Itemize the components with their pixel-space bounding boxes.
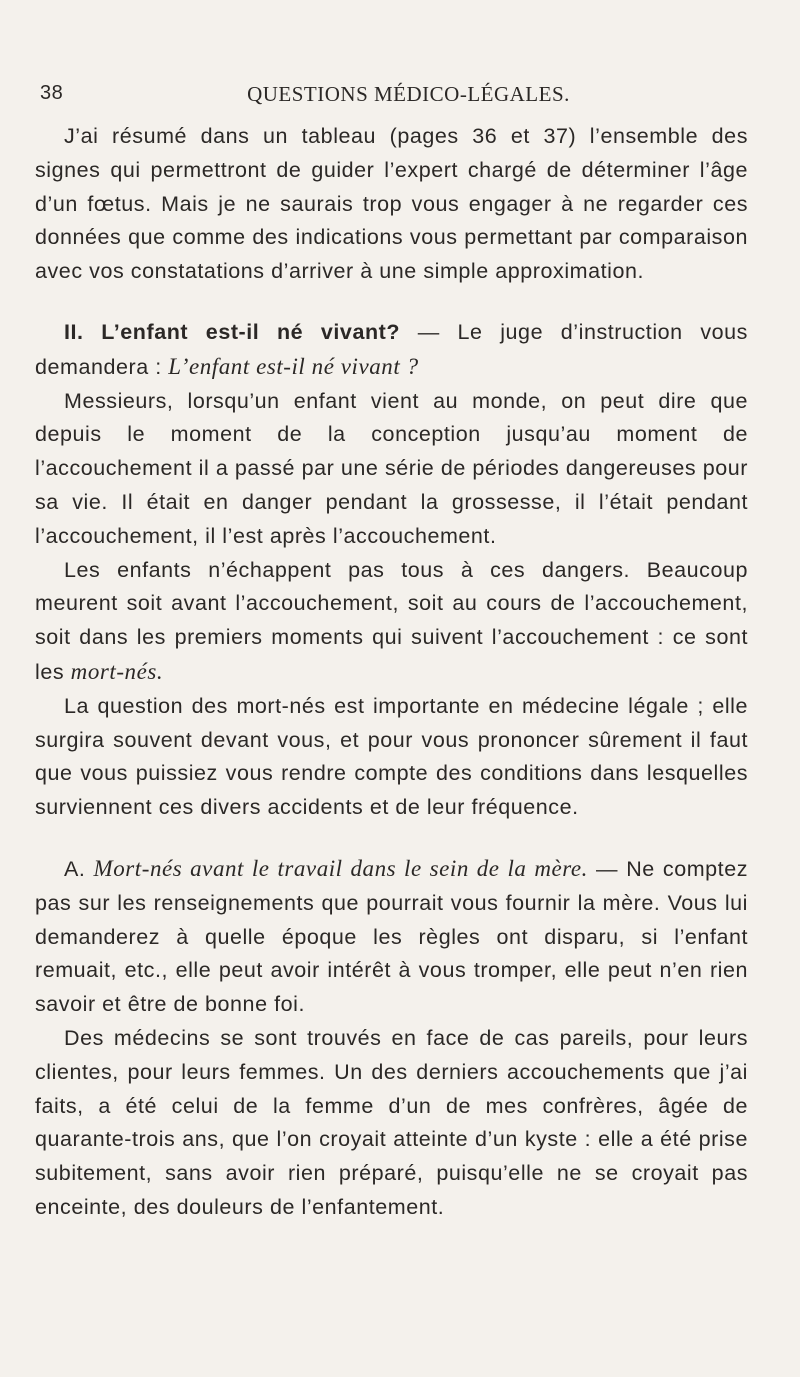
paragraph-6 [35, 852, 748, 1022]
paragraph-4 [35, 554, 748, 690]
subsection-heading: Mort-nés avant le travail dans le sein de la mère. [93, 855, 588, 881]
page-number: 38 [40, 82, 64, 104]
subsection-letter: A. [64, 856, 94, 881]
paragraph-3: Messieurs, lorsqu’un enfant vient au monde, on peut dire que depuis le moment de la conception jusqu’au moment de l’accouchement il a passé par une série de périodes dangereuses pour sa vie. Il était en danger pendant la grossesse, il l’était pendant l’accouchement, il l’est après l’accouchement. [35, 388, 748, 548]
paragraph-1: J’ai résumé dans un tableau (pages 36 et 37) l’ensemble des signes qui permettront de guider l’expert chargé de déterminer l’âge d’un fœtus. Mais je ne saurais trop vous engager à ne regarder ces données que comme des indications vous permettant par comparaison avec vos constatations d’arriver à une simple approximation. [35, 124, 748, 284]
paragraph-6-text: — Ne comptez pas sur les renseignements que pourrait vous fournir la mère. Vous lui demanderez à quelle époque les règles ont disparu, si l’enfant remuait, etc., elle peut avoir intérêt à vous tromper, elle peut n’en rien savoir et être de bonne foi. [35, 856, 749, 1017]
running-head [35, 82, 748, 112]
paragraph-5: La question des mort-nés est importante en médecine légale ; elle surgira souvent devant vous, et pour vous prononcer sûrement il faut que vous puissiez vous rendre compte des conditions dans lesquelles surviennent ces divers accidents et de leur fréquence. [35, 693, 748, 820]
paragraph-4-term: mort-nés. [70, 658, 164, 684]
paragraph-2 [35, 316, 748, 385]
running-title: QUESTIONS MÉDICO-LÉGALES. [247, 82, 570, 106]
paragraph-4-text: Les enfants n’échappent pas tous à ces dangers. Beaucoup meurent soit avant l’accouchement, soit au cours de l’accouchement, soit dans les premiers moments qui suivent l’accouchement : ce sont les [35, 557, 748, 684]
paragraph-7: Des médecins se sont trouvés en face de cas pareils, pour leurs clientes, pour leurs femmes. Un des derniers accouchements que j’ai faits, a été celui de la femme d’un de mes confrères, âgée de quarante-trois ans, que l’on croyait atteinte d’un kyste : elle a été prise subitement, sans avoir rien préparé, puisqu’elle ne se croyait pas enceinte, des douleurs de l’enfantement. [35, 1025, 748, 1219]
page-body [35, 120, 748, 1225]
paragraph-2-text: — Le juge d’instruction vous demandera : [35, 319, 748, 379]
paragraph-2-question: L’enfant est-il né vivant ? [168, 353, 419, 379]
section-heading: II. L’enfant est-il né vivant? [64, 319, 401, 344]
